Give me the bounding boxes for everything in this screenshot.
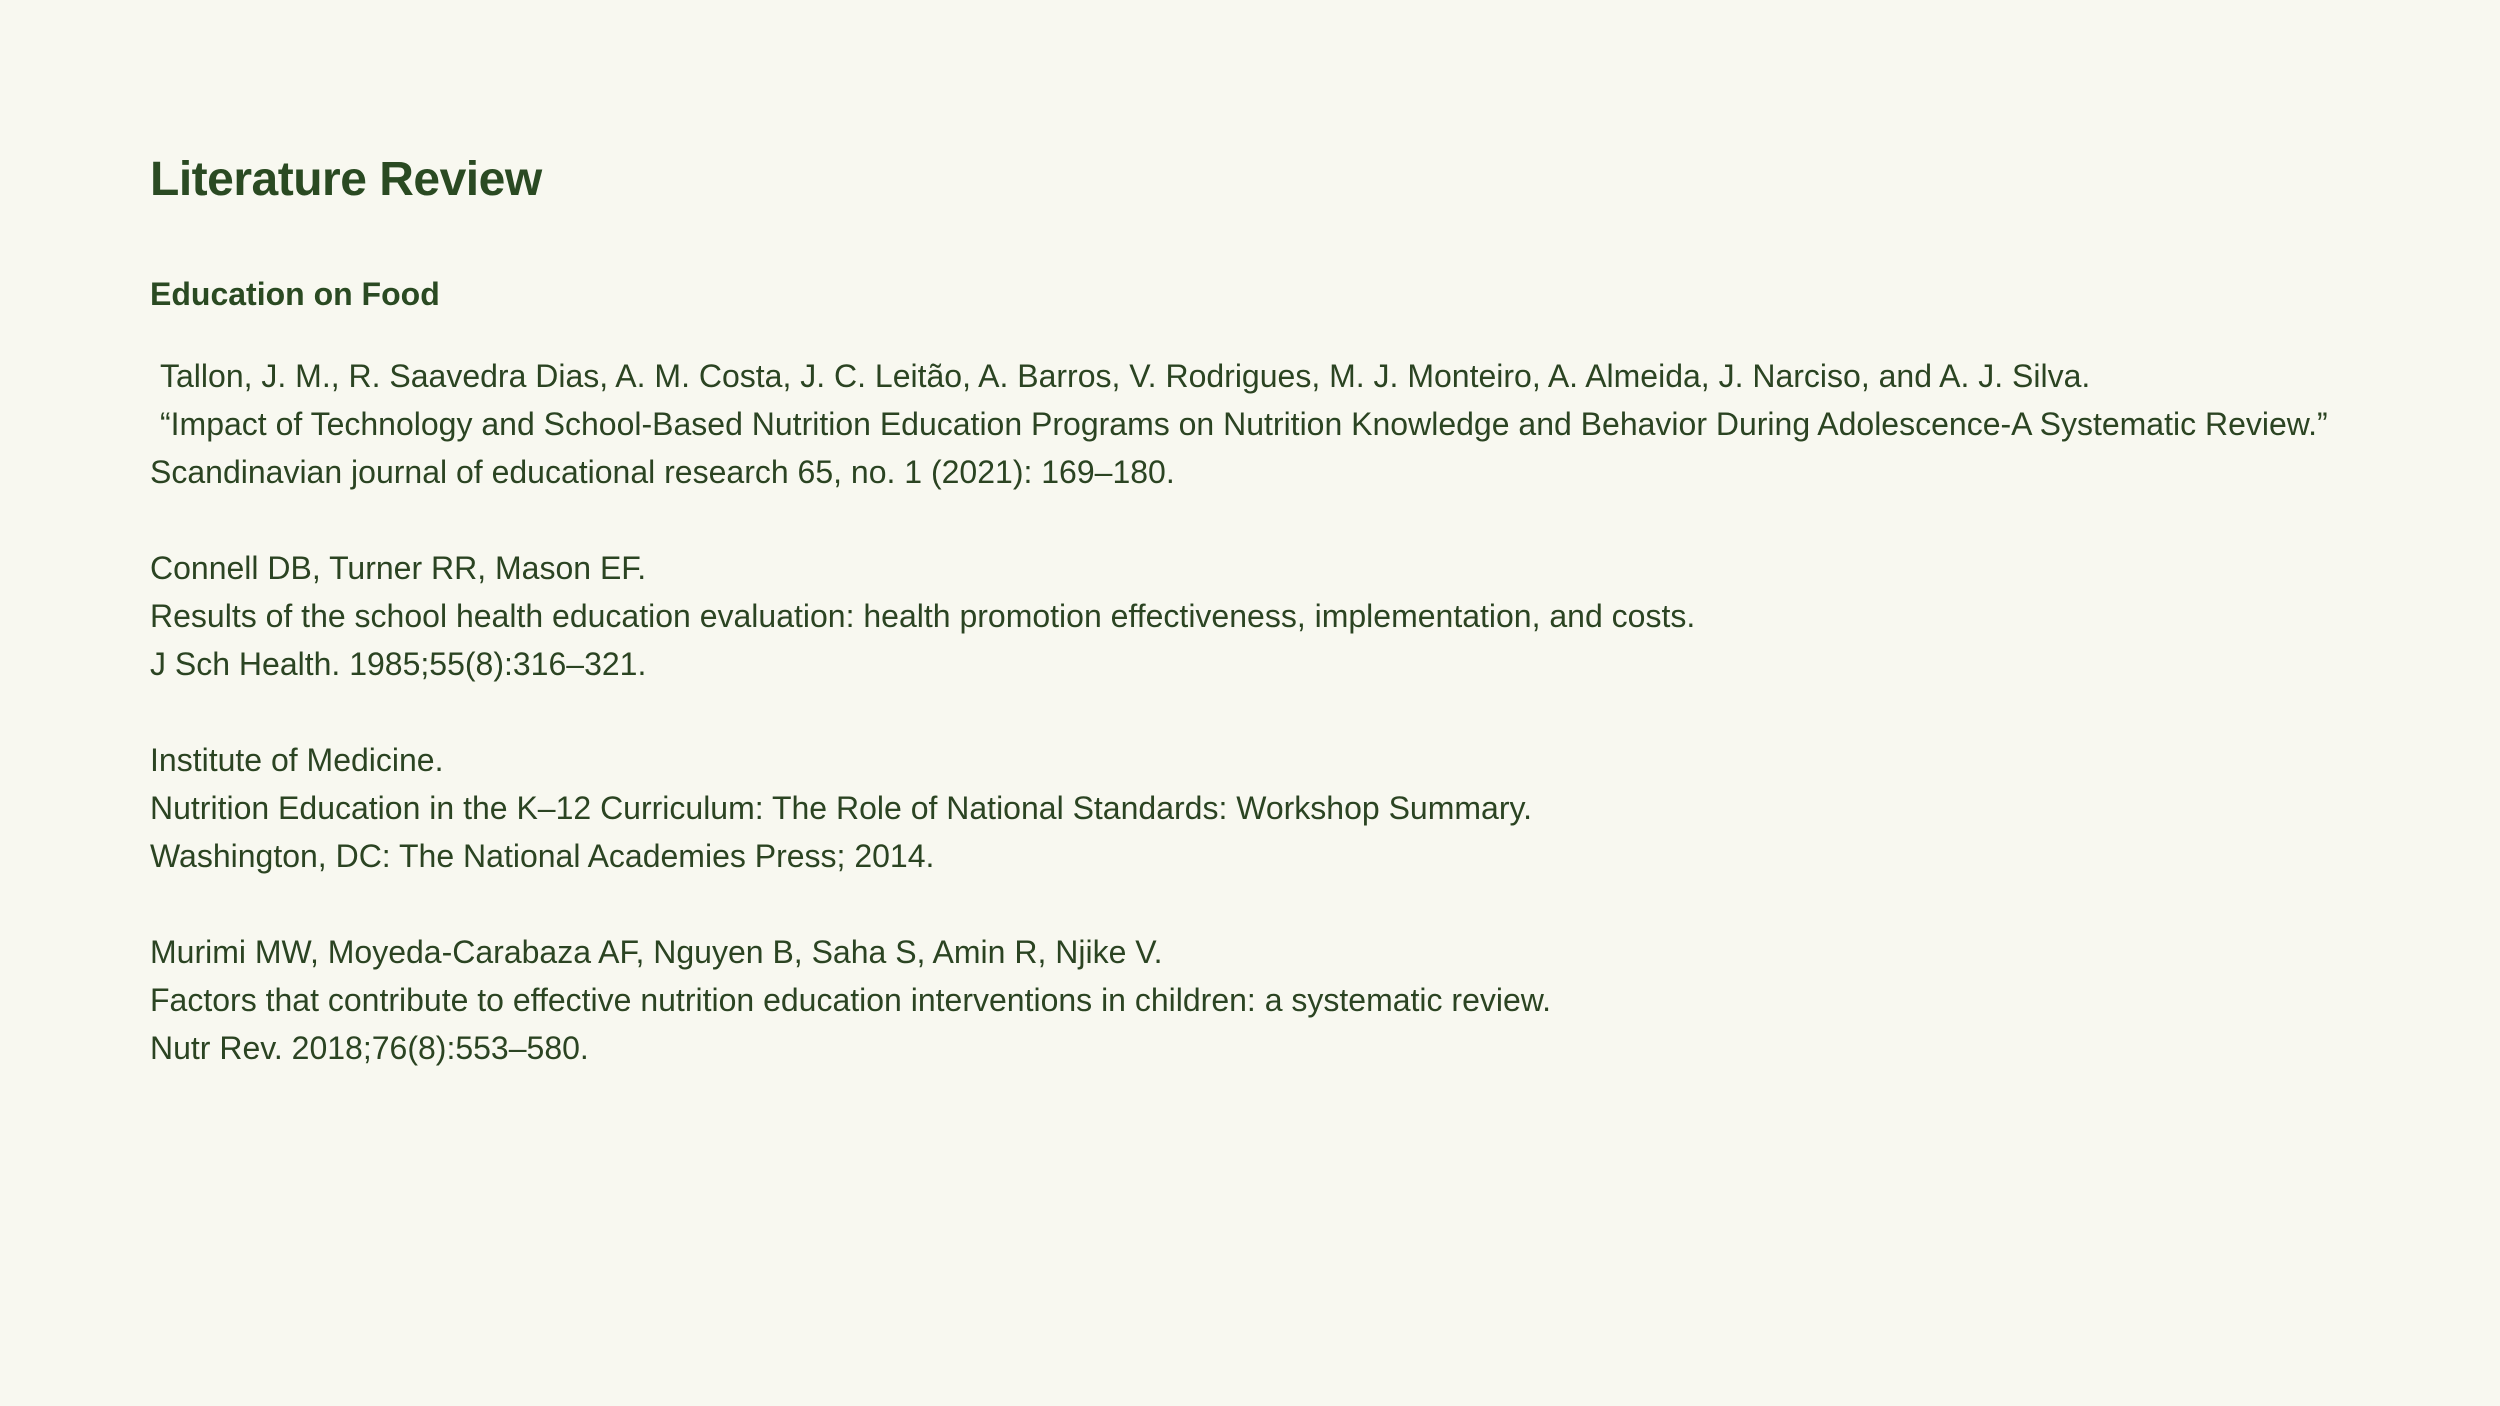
reference-item-murimi	[150, 928, 2400, 1072]
reference-title: Nutrition Education in the K–12 Curriculum: The Role of National Standards: Workshop Summary.	[150, 790, 1532, 826]
reference-title: “Impact of Technology and School-Based Nutrition Education Programs on Nutrition Knowledge and Behavior During Adolescence-A Systematic Review.”	[160, 406, 2328, 442]
reference-title: Results of the school health education evaluation: health promotion effectiveness, implementation, and costs.	[150, 598, 1696, 634]
reference-authors: Murimi MW, Moyeda-Carabaza AF, Nguyen B, Saha S, Amin R, Njike V.	[150, 934, 1163, 970]
reference-source: Scandinavian journal of educational research 65, no. 1 (2021): 169–180.	[150, 454, 1175, 490]
section-heading: Education on Food	[150, 276, 440, 312]
document-page	[150, 148, 2400, 1120]
reference-source: Washington, DC: The National Academies Press; 2014.	[150, 838, 935, 874]
reference-item-iom	[150, 736, 2400, 880]
reference-authors: Connell DB, Turner RR, Mason EF.	[150, 550, 647, 586]
reference-source: J Sch Health. 1985;55(8):316–321.	[150, 646, 647, 682]
reference-source: Nutr Rev. 2018;76(8):553–580.	[150, 1030, 589, 1066]
reference-list	[150, 352, 2400, 1072]
reference-authors: Tallon, J. M., R. Saavedra Dias, A. M. Costa, J. C. Leitão, A. Barros, V. Rodrigues, M. J. Monteiro, A. Almeida, J. Narciso, and A. J. Silva.	[160, 358, 2091, 394]
page-title: Literature Review	[150, 153, 542, 206]
reference-item-connell	[150, 544, 2400, 688]
reference-item-tallon	[150, 352, 2400, 496]
reference-title: Factors that contribute to effective nutrition education interventions in children: a systematic review.	[150, 982, 1552, 1018]
reference-authors: Institute of Medicine.	[150, 742, 444, 778]
